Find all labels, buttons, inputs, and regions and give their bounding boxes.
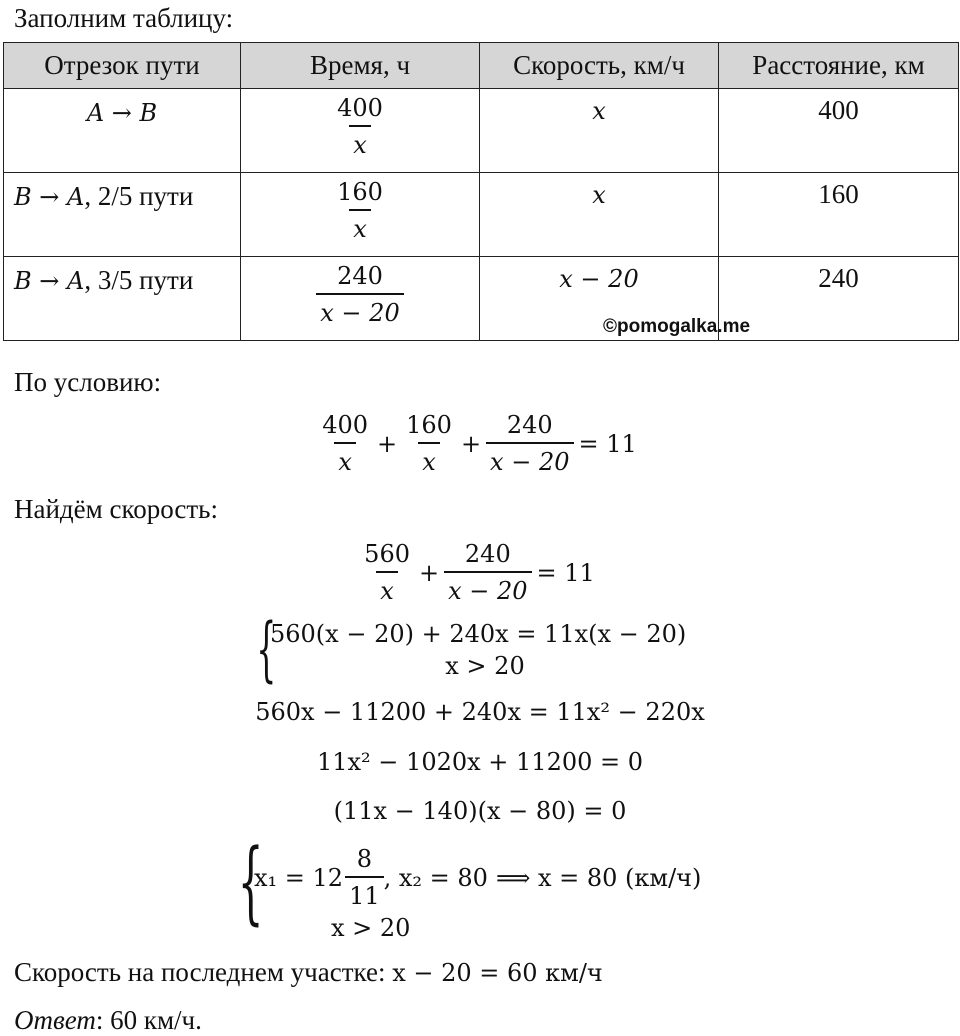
speed-value: x bbox=[592, 97, 606, 125]
time-denominator: x − 20 bbox=[316, 293, 403, 331]
time-numerator: 240 bbox=[337, 262, 383, 290]
intro-text: Заполним таблицу: bbox=[14, 3, 234, 33]
system-1 bbox=[252, 608, 700, 690]
answer-value: : 60 км/ч. bbox=[95, 1005, 202, 1035]
system-line: x > 20 bbox=[331, 914, 411, 942]
time-cell bbox=[241, 173, 480, 257]
table-row bbox=[4, 173, 959, 257]
segment-suffix: , 2/5 пути bbox=[84, 181, 194, 211]
time-denominator: x bbox=[349, 209, 371, 247]
header-time: Время, ч bbox=[241, 43, 480, 89]
system-2 bbox=[236, 830, 702, 942]
denominator: x bbox=[376, 571, 398, 609]
distance-cell: 240 bbox=[719, 257, 959, 341]
fraction bbox=[402, 408, 456, 480]
plus-sign: + bbox=[418, 559, 440, 587]
equation-2 bbox=[0, 537, 960, 609]
time-numerator: 160 bbox=[337, 178, 383, 206]
last-speed-line bbox=[14, 956, 603, 989]
equation-3: 560x − 11200 + 240x = 11x² − 220x bbox=[255, 698, 705, 726]
header-segment: Отрезок пути bbox=[4, 43, 241, 89]
time-fraction bbox=[333, 91, 387, 163]
numerator: 560 bbox=[364, 540, 410, 568]
data-table bbox=[3, 42, 959, 341]
equation-5: (11x − 140)(x − 80) = 0 bbox=[333, 797, 627, 825]
speed-cell bbox=[480, 173, 719, 257]
watermark: ©pomogalka.me bbox=[603, 316, 751, 337]
table-row bbox=[4, 257, 959, 341]
distance-cell: 160 bbox=[719, 173, 959, 257]
denominator: 11 bbox=[345, 876, 384, 914]
conclusion: ⟹ x = 80 (км/ч) bbox=[495, 864, 702, 892]
segment-math: A → B bbox=[86, 99, 158, 127]
system-line: 560(x − 20) + 240x = 11x(x − 20) bbox=[270, 620, 687, 648]
equation-rhs: = 11 bbox=[536, 559, 595, 587]
denominator: x bbox=[334, 442, 356, 480]
plus-sign: + bbox=[377, 430, 398, 458]
fraction bbox=[444, 537, 531, 609]
condition-label: По условию: bbox=[14, 367, 162, 397]
distance-cell: 400 bbox=[719, 89, 959, 173]
numerator: 400 bbox=[322, 411, 369, 439]
numerator: 160 bbox=[406, 411, 452, 439]
root-x2: , x₂ = 80 bbox=[383, 864, 488, 892]
segment-cell bbox=[4, 173, 241, 257]
brace-icon: { bbox=[256, 608, 277, 690]
numerator: 240 bbox=[506, 411, 553, 439]
time-denominator: x bbox=[349, 125, 371, 163]
denominator: x − 20 bbox=[486, 442, 573, 480]
speed-cell bbox=[480, 89, 719, 173]
last-speed-label: Скорость на последнем участке: bbox=[14, 957, 393, 987]
time-cell bbox=[241, 89, 480, 173]
header-distance: Расстояние, км bbox=[719, 43, 959, 89]
answer-label: Ответ bbox=[14, 1005, 96, 1035]
speed-value: x − 20 bbox=[559, 265, 639, 293]
time-cell bbox=[241, 257, 480, 341]
time-numerator: 400 bbox=[337, 94, 383, 122]
system-line: x > 20 bbox=[445, 652, 525, 680]
speed-value: x bbox=[592, 181, 606, 209]
segment-cell bbox=[4, 257, 241, 341]
fraction bbox=[360, 537, 414, 609]
equation-4: 11x² − 1020x + 11200 = 0 bbox=[316, 748, 644, 776]
equation-1 bbox=[0, 408, 960, 480]
equation-rhs: = 11 bbox=[578, 430, 637, 458]
find-label: Найдём скорость: bbox=[14, 494, 218, 524]
denominator: x − 20 bbox=[444, 571, 531, 609]
numerator: 8 bbox=[356, 845, 372, 873]
segment-suffix: , 3/5 пути bbox=[84, 265, 194, 295]
header-speed: Скорость, км/ч bbox=[480, 43, 719, 89]
system-line bbox=[254, 842, 701, 914]
denominator: x bbox=[418, 442, 440, 480]
numerator: 240 bbox=[464, 540, 511, 568]
segment-math: B → A bbox=[14, 183, 85, 211]
mixed-fraction bbox=[345, 842, 384, 914]
fraction bbox=[486, 408, 573, 480]
fraction bbox=[318, 408, 372, 480]
brace-icon: { bbox=[237, 830, 264, 935]
last-speed-math: x − 20 = 60 км/ч bbox=[392, 959, 603, 987]
root-x1: x₁ = 12 bbox=[254, 864, 344, 892]
time-fraction bbox=[316, 259, 403, 331]
plus-sign: + bbox=[460, 430, 482, 458]
time-fraction bbox=[333, 175, 387, 247]
segment-cell bbox=[4, 89, 241, 173]
table-header-row bbox=[4, 43, 959, 89]
answer-line bbox=[14, 1004, 202, 1036]
table-row bbox=[4, 89, 959, 173]
segment-math: B → A bbox=[14, 267, 85, 295]
